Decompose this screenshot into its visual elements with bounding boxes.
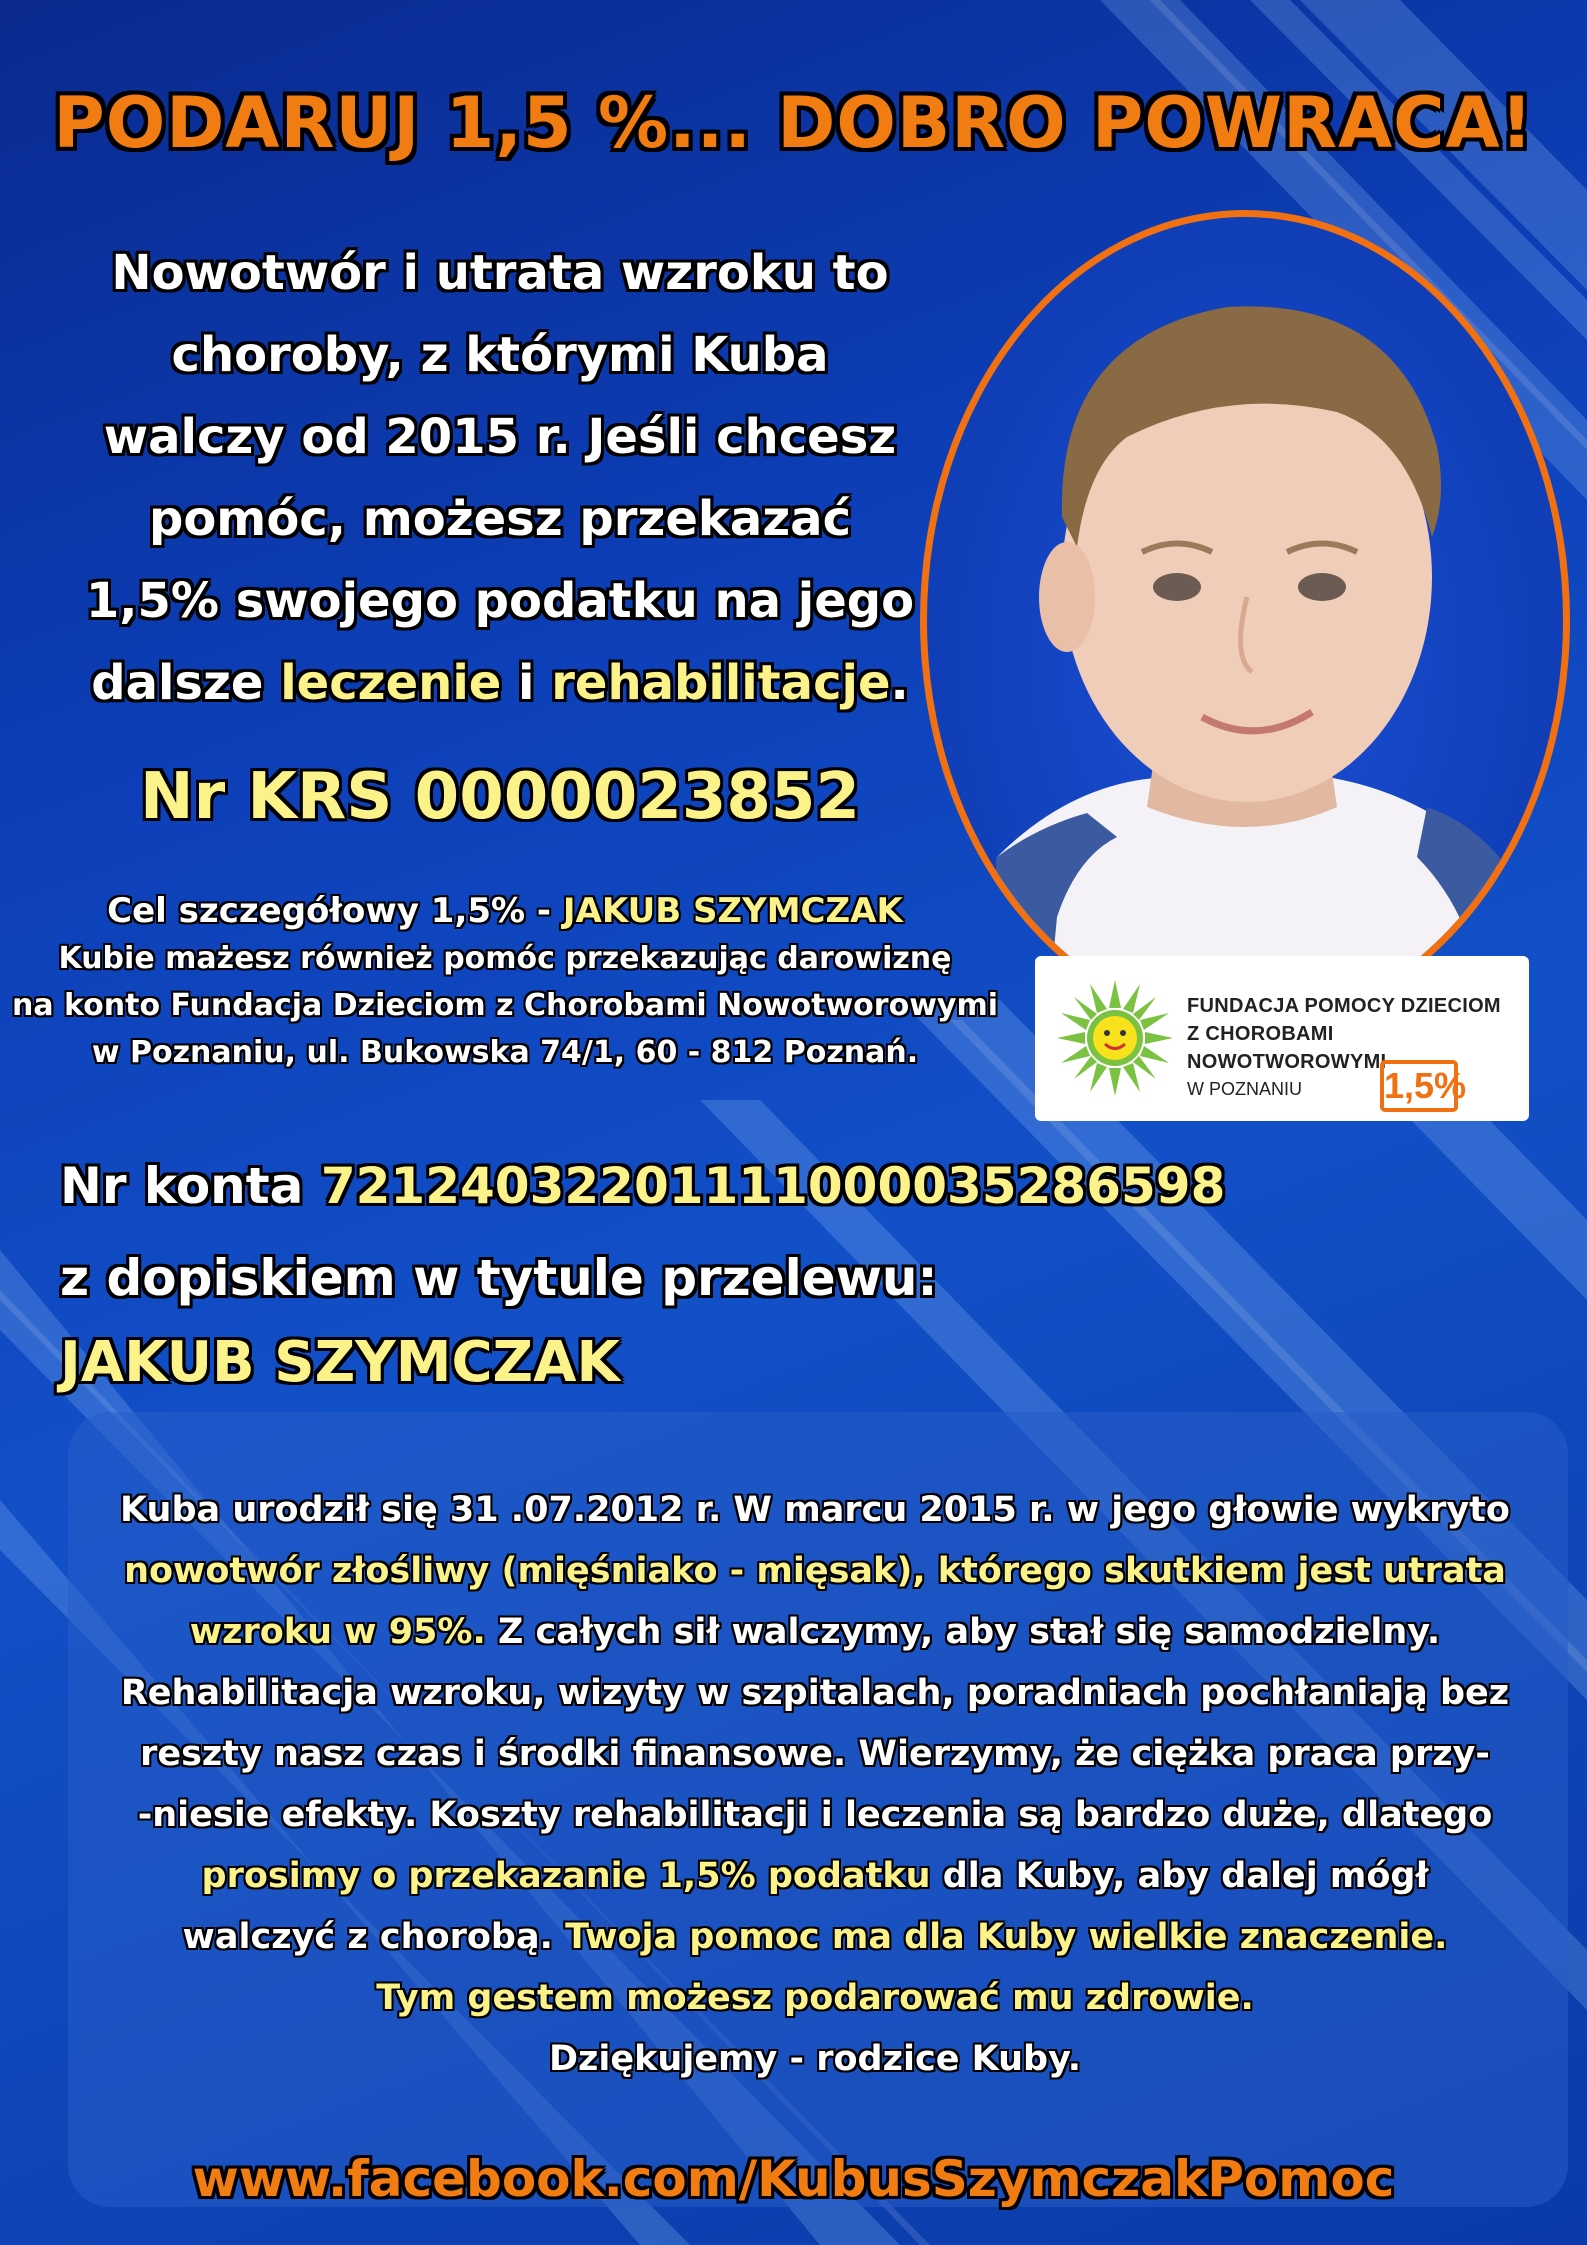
- intro-line: Nowotwór i utrata wzroku to: [111, 245, 889, 301]
- facebook-link[interactable]: www.facebook.com/KubusSzymczakPomoc: [192, 2150, 1395, 2208]
- sun-icon: [1055, 978, 1175, 1098]
- percent-badge: 1,5%: [1380, 1060, 1458, 1112]
- donation-goal: [10, 888, 1000, 1076]
- story-line: Tym gestem możesz podarować mu zdrowie.: [376, 1978, 1254, 2018]
- foundation-logo: [1035, 956, 1529, 1121]
- story-line: nowotwór złośliwy (mięśniako - mięsak), którego skutkiem jest utrata: [124, 1551, 1506, 1591]
- story-line: Kuba urodził się 31 .07.2012 r. W marcu 2015 r. w jego głowie wykryto: [120, 1490, 1510, 1530]
- story-highlight: wzroku w 95%.: [189, 1612, 486, 1652]
- story-line: Rehabilitacja wzroku, wizyty w szpitalach, poradniach pochłaniają bez: [120, 1673, 1510, 1713]
- intro-line: 1,5% swojego podatku na jego: [85, 573, 915, 629]
- story-text-part: Z całych sił walczymy, aby stał się samodzielny.: [485, 1612, 1441, 1652]
- intro-text-part: i: [501, 655, 552, 711]
- account-info: [60, 1140, 1260, 1324]
- goal-label: Cel szczegółowy 1,5% -: [107, 891, 563, 931]
- headline: PODARUJ 1,5 %... DOBRO POWRACA!: [53, 82, 1534, 164]
- krs-number: Nr KRS 0000023852: [140, 760, 860, 834]
- intro-line: choroby, z którymi Kuba: [171, 327, 829, 383]
- story-line: [70, 1846, 1560, 1907]
- goal-line: w Poznaniu, ul. Bukowska 74/1, 60 - 812 Poznań.: [91, 1035, 919, 1070]
- story-highlight: prosimy o przekazanie 1,5% podatku: [201, 1856, 931, 1896]
- story-text-part: dla Kuby, aby dalej mógł: [930, 1856, 1429, 1896]
- story-line: [70, 1602, 1560, 1663]
- logo-line: FUNDACJA POMOCY DZIECIOM: [1187, 995, 1501, 1017]
- account-number: 72124032201111000035286598: [320, 1157, 1226, 1215]
- intro-line: walczy od 2015 r. Jeśli chcesz: [103, 409, 897, 465]
- intro-text-part: dalsze: [91, 655, 281, 711]
- story-text: [70, 1480, 1560, 2090]
- goal-line: na konto Fundacja Dzieciom z Chorobami Nowotworowymi: [11, 988, 999, 1023]
- highlight-treatment: leczenie: [280, 655, 502, 711]
- story-highlight: Twoja pomoc ma dla Kuby wielkie znaczenie.: [565, 1917, 1448, 1957]
- intro-line: pomóc, możesz przekazać: [148, 491, 852, 547]
- story-signature: Dziękujemy - rodzice Kuby.: [548, 2039, 1082, 2079]
- story-text-part: walczyć z chorobą.: [182, 1917, 566, 1957]
- account-label: Nr konta: [60, 1157, 321, 1215]
- child-photo: [920, 210, 1570, 1030]
- logo-text: [1187, 992, 1529, 1102]
- story-line: [70, 1907, 1560, 1968]
- transfer-title: JAKUB SZYMCZAK: [60, 1330, 620, 1395]
- story-line: reszty nasz czas i środki finansowe. Wierzymy, że ciężka praca przy-: [140, 1734, 1490, 1774]
- intro-text: [70, 232, 930, 724]
- goal-name: JAKUB SZYMCZAK: [562, 891, 903, 931]
- story-line: -niesie efekty. Koszty rehabilitacji i leczenia są bardzo duże, dlatego: [137, 1795, 1493, 1835]
- account-line: [60, 1140, 1260, 1232]
- logo-line: W POZNANIU: [1187, 1079, 1302, 1099]
- goal-line: [10, 888, 1000, 935]
- highlight-rehabilitation: rehabilitacje: [551, 655, 891, 711]
- logo-line: Z CHOROBAMI NOWOTWOROWYMI: [1187, 1023, 1387, 1073]
- goal-line: Kubie mażesz również pomóc przekazując darowiznę: [58, 941, 952, 976]
- child-photo-illustration: [927, 217, 1563, 1023]
- intro-line: [70, 642, 930, 724]
- account-line: z dopiskiem w tytule przelewu:: [60, 1249, 938, 1307]
- intro-text-part: .: [890, 655, 909, 711]
